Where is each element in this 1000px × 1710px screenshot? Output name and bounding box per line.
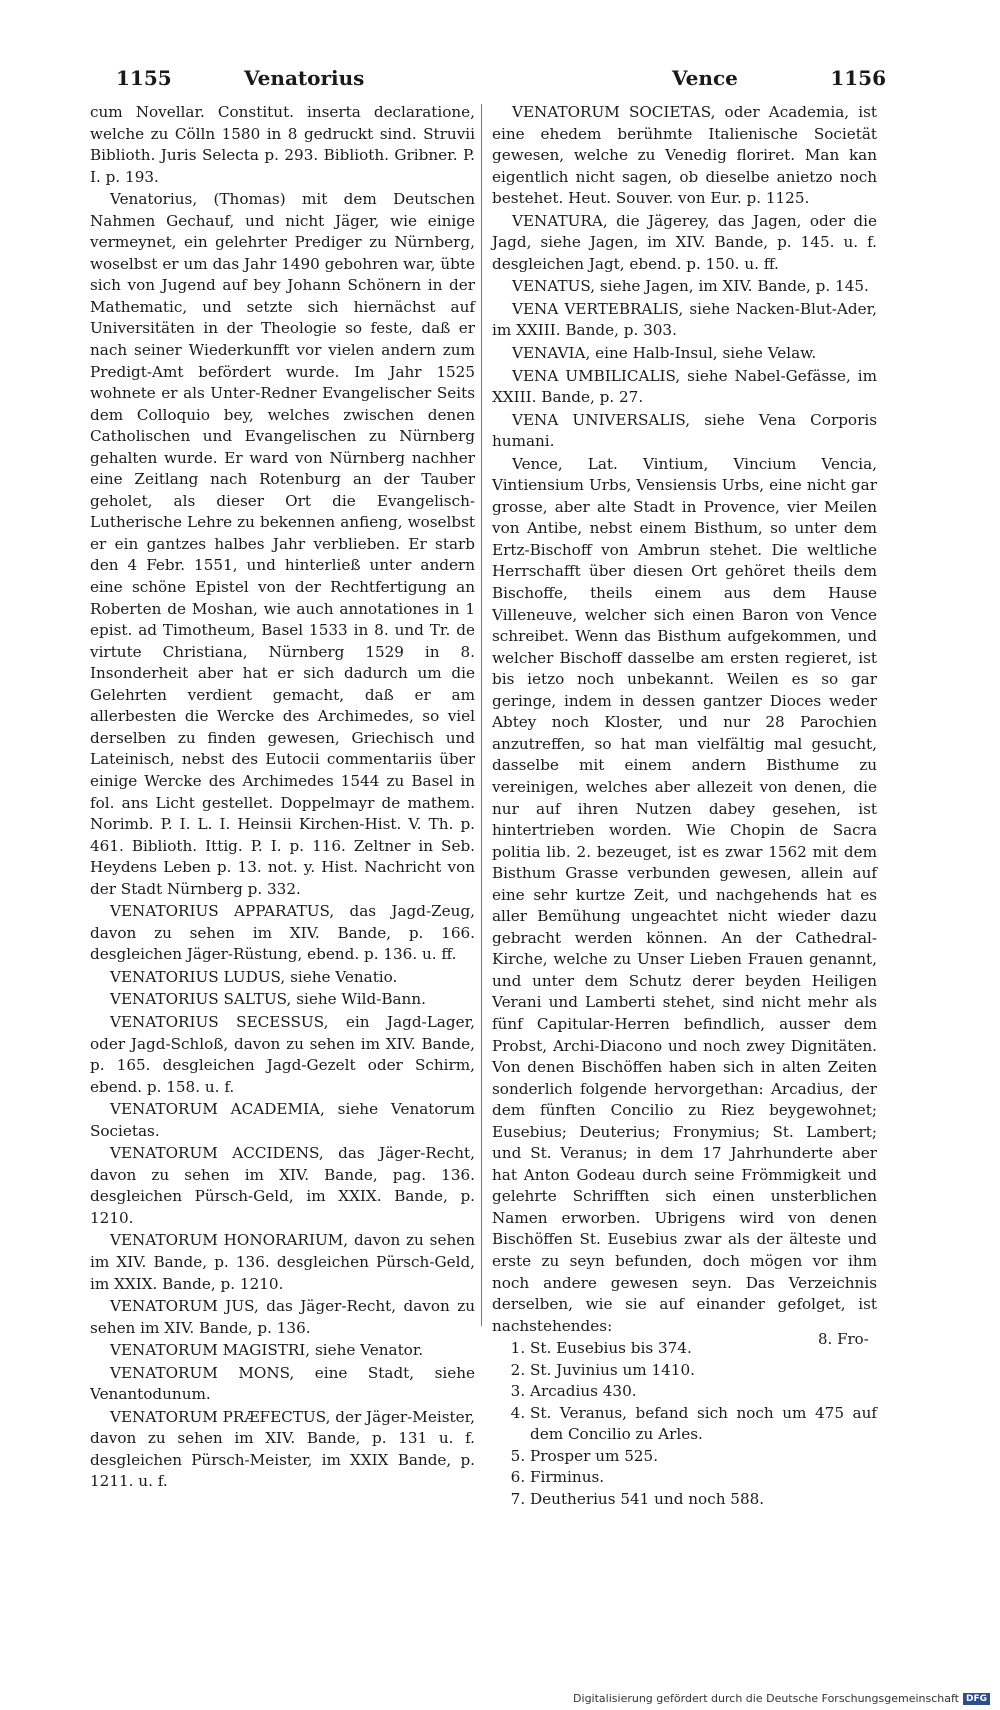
entry: VENATORUM MAGISTRI, siehe Venator. <box>110 1341 424 1360</box>
bishops-list <box>492 1338 877 1510</box>
page-number-right: 1156 <box>830 66 886 90</box>
entry: VENATUS, siehe Jagen, im XIV. Bande, p. 145. <box>512 277 869 296</box>
entry-vence: Vence, Lat. Vintium, Vincium Vencia, Vintiensium Urbs, Vensiensis Urbs, eine nicht gar grosse, aber alte Stadt in Provence, vier Meilen von Antibe, nebst einem Bisthum, so unter dem Ertz-Bischoff von Ambrun stehet. Die weltliche Herrschafft über diesen Ort gehöret theils dem Bischoffe, theils einem aus dem Hause Villeneuve, welcher sich einen Baron von Vence schreibet. Wenn das Bisthum aufgekommen, und welcher Bischoff dasselbe am ersten regieret, ist bis ietzo noch unbekannt. Weilen es so gar geringe, indem in dessen gantzer Dioces weder Abtey noch Kloster, und nur 28 Parochien anzutreffen, so hat man vielfältig mal gesucht, dasselbe mit einem andern Bisthume zu vereinigen, welches aber allezeit von denen, die nur auf ihren Nutzen dabey gesehen, ist hintertrieben worden. Wie Chopin de Sacra politia lib. 2. bezeuget, ist es zwar 1562 mit dem Bisthum Grasse verbunden gewesen, allein auf eine sehr kurtze Zeit, und nachgehends hat es aller Bemühung ungeachtet nicht wieder dazu gebracht werden können. An der Cathedral-Kirche, welche zu Unser Lieben Frauen genannt, und unter dem Schutz derer beyden Heiligen Verani und Lamberti stehet, sind nicht mehr als fünf Capitular-Herren befindlich, ausser dem Probst, Archi-Diacono und noch zwey Dignitäten. Von denen Bischöffen haben sich in alten Zeiten sonderlich folgende hervorgethan: Arcadius, der dem fünften Concilio zu Riez beygewohnet; Eusebius; Deuterius; Fronymius; St. Lambert; und St. Veranus; in dem 17 Jahrhunderte aber hat Anton Godeau durch seine Frömmigkeit und gelehrte Schrifften sich einen unsterblichen Namen erworben. Ubrigens wird von denen Bischöffen St. Eusebius zwar als der älteste und erste zu seyn befunden, doch mögen vor ihm noch andere gewesen seyn. Das Verzeichnis derselben, wie sie auf einander gefolget, ist nachstehendes: <box>492 454 877 1335</box>
right-column <box>492 102 877 1508</box>
column-divider <box>481 104 482 1326</box>
left-column <box>90 102 475 1491</box>
list-item: 7. Deutherius 541 und noch 588. <box>530 1489 877 1511</box>
list-item: 6. Firminus. <box>530 1467 877 1489</box>
entry: VENATORIUS SECESSUS, ein Jagd-Lager, oder Jagd-Schloß, davon zu sehen im XIV. Bande, p. 165. desgleichen Jagd-Gezelt oder Schirm, ebend. p. 158. u. f. <box>90 1012 475 1096</box>
entry: VENATORUM ACCIDENS, das Jäger-Recht, davon zu sehen im XIV. Bande, pag. 136. desgleichen Pürsch-Geld, im XXIX. Bande, p. 1210. <box>90 1144 475 1227</box>
entry: VENATORIUS SALTUS, siehe Wild-Bann. <box>110 990 426 1009</box>
running-title-right: Vence <box>672 66 738 90</box>
entry: VENATORUM ACADEMIA, siehe Venatorum Societas. <box>90 1100 475 1140</box>
footer-text: Digitalisierung gefördert durch die Deutsche Forschungsgemeinschaft <box>573 1692 959 1705</box>
entry: VENATURA, die Jägerey, das Jagen, oder die Jagd, siehe Jagen, im XIV. Bande, p. 145. u. f. desgleichen Jagt, ebend. p. 150. u. ff. <box>492 211 877 273</box>
entry: VENATORUM MONS, eine Stadt, siehe Venantodunum. <box>90 1363 475 1404</box>
list-item: 2. St. Juvinius um 1410. <box>530 1360 877 1382</box>
entry: VENA UNIVERSALIS, siehe Vena Corporis humani. <box>492 410 877 451</box>
entry: VENATORIUS LUDUS, siehe Venatio. <box>110 967 398 986</box>
page-number-left: 1155 <box>116 66 172 90</box>
entry: VENATORUM JUS, das Jäger-Recht, davon zu sehen im XIV. Bande, p. 136. <box>90 1297 475 1337</box>
running-title-left: Venatorius <box>244 66 365 90</box>
list-item: 3. Arcadius 430. <box>530 1381 877 1403</box>
entry: VENATORUM SOCIETAS, oder Academia, ist eine ehedem berühmte Italienische Societät gewesen, welche zu Venedig floriret. Man kan eigentlich nicht sagen, ob dieselbe anietzo noch bestehet. Heut. Souver. von Eur. p. 1125. <box>492 103 877 208</box>
entry: VENAVIA, eine Halb-Insul, siehe Velaw. <box>512 344 817 363</box>
entry: VENATORUM PRÆFECTUS, der Jäger-Meister, davon zu sehen im XIV. Bande, p. 131 u. f. desgleichen Pürsch-Meister, im XXIX Bande, p. 1211. u. f. <box>90 1407 475 1491</box>
page-header <box>116 66 886 96</box>
entry: VENA VERTEBRALIS, siehe Nacken-Blut-Ader, im XXIII. Bande, p. 303. <box>492 299 877 340</box>
entry: VENA UMBILICALIS, siehe Nabel-Gefässe, im XXIII. Bande, p. 27. <box>492 366 877 407</box>
footer <box>573 1692 990 1705</box>
entry-continuation: cum Novellar. Constitut. inserta declaratione, welche zu Cölln 1580 in 8 gedruckt sind. Struvii Biblioth. Juris Selecta p. 293. Biblioth. Gribner. P. I. p. 193. <box>90 103 475 186</box>
entry: VENATORIUS APPARATUS, das Jagd-Zeug, davon zu sehen im XIV. Bande, p. 166. desgleichen Jäger-Rüstung, ebend. p. 136. u. ff. <box>90 902 475 964</box>
catchword: 8. Fro- <box>818 1330 869 1348</box>
list-item: 5. Prosper um 525. <box>530 1446 877 1468</box>
dfg-logo-icon: DFG <box>963 1693 990 1705</box>
entry-venatorius: Venatorius, (Thomas) mit dem Deutschen Nahmen Gechauf, und nicht Jäger, wie einige vermeynet, ein gelehrter Prediger zu Nürnberg, woselbst er um das Jahr 1490 gebohren war, übte sich von Jugend auf bey Johann Schönern in der Mathematic, und setzte sich hiernächst auf Universitäten in der Theologie so feste, daß er nach seiner Wiederkunfft vor vielen andern zum Predigt-Amt befördert wurde. Im Jahr 1525 wohnete er als Unter-Redner Evangelischer Seits dem Colloquio bey, welches zwischen denen Catholischen und Evangelischen zu Nürnberg gehalten wurde. Er ward von Nürnberg nachher eine Zeitlang nach Rotenburg an der Tauber geholet, als dieser Ort die Evangelisch-Lutherische Lehre zu bekennen anfieng, woselbst er ein gantzes halbes Jahr verblieben. Er starb den 4 Febr. 1551, und hinterließ unter andern eine schöne Epistel von der Rechtfertigung an Roberten de Moshan, wie auch annotationes in 1 epist. ad Timotheum, Basel 1533 in 8. und Tr. de virtute Christiana, Nürnberg 1529 in 8. Insonderheit aber hat er sich dadurch um die Gelehrten verdient gemacht, daß er am allerbesten die Wercke des Archimedes, so viel derselben zu finden gewesen, Griechisch und Lateinisch, nebst des Eutocii commentariis über einige Wercke des Archimedes 1544 zu Basel in fol. ans Licht gestellet. Doppelmayr de mathem. Norimb. P. I. L. I. Heinsii Kirchen-Hist. V. Th. p. 461. Biblioth. Ittig. P. I. p. 116. Zeltner in Seb. Heydens Leben p. 13. not. y. Hist. Nachricht von der Stadt Nürnberg p. 332. <box>90 190 475 898</box>
list-item: 1. St. Eusebius bis 374. <box>530 1338 877 1360</box>
list-item: 4. St. Veranus, befand sich noch um 475 auf dem Concilio zu Arles. <box>530 1403 877 1446</box>
entry: VENATORUM HONORARIUM, davon zu sehen im XIV. Bande, p. 136. desgleichen Pürsch-Geld, im XXIX. Bande, p. 1210. <box>90 1231 475 1293</box>
